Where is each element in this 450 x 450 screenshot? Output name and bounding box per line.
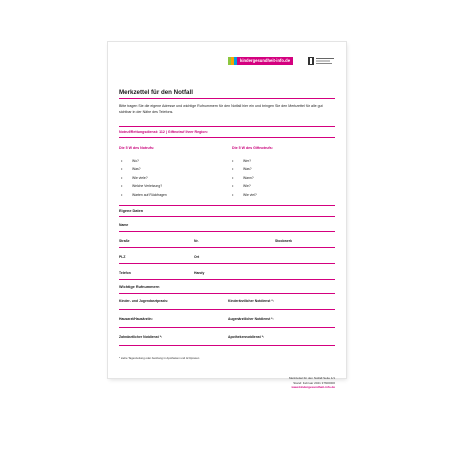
nr-label: Nr. — [194, 239, 199, 243]
footer-line-1: Merkzettel für den Notfall Seite 1/1 — [288, 376, 335, 380]
hausarzt-label: Hausarzt/Hausärztin: — [119, 317, 153, 321]
strasse-label: Straße — [119, 239, 130, 243]
telefon-label: Telefon — [119, 271, 131, 275]
divider — [119, 293, 335, 294]
divider — [119, 137, 335, 138]
field-line — [119, 263, 335, 264]
field-line — [119, 327, 335, 328]
footnote: * siehe Tageszeitung oder Aushang in Apotheken und Arztpraxen — [119, 356, 200, 360]
list-item: • Was? — [232, 165, 257, 173]
rufnummern-title: Wichtige Rufnummern — [119, 285, 160, 289]
notruf-heading: Die 5 W des Notrufs: — [119, 146, 155, 150]
giftnotruf-heading: Die 5 W des Giftnotrufs: — [232, 146, 273, 150]
intro-text: Bitte tragen Sie die eigene Adresse und wichtige Rufnummern für den Notfall hier ein und bringen Sie den Merkzettel für alle gut sichtbar in der Nähe des Telefons. — [119, 104, 323, 114]
divider — [119, 205, 335, 206]
divider — [119, 216, 335, 217]
logo-color-bars — [228, 57, 237, 65]
augenarzt-label: Augenärztlicher Notdienst *: — [228, 317, 274, 321]
federal-eagle-seal-icon — [308, 56, 336, 66]
list-item: • Wo? — [121, 157, 167, 165]
kinderaerztlicher-notdienst-label: Kinderärztlicher Notdienst *: — [228, 299, 274, 303]
list-item: • Warten auf Rückfragen — [121, 191, 167, 199]
brand-logo — [228, 57, 293, 65]
document-page — [108, 42, 346, 390]
logo-text: kindergesundheit-info.de — [237, 57, 293, 65]
list-item: • Wann? — [232, 174, 257, 182]
list-item: • Wer? — [232, 157, 257, 165]
handy-label: Handy — [194, 271, 205, 275]
apotheke-label: Apothekennotdienst *: — [228, 335, 265, 339]
page-footer — [289, 376, 335, 390]
field-line — [119, 309, 335, 310]
title-divider — [119, 98, 335, 99]
ort-label: Ort — [194, 255, 200, 259]
field-line — [119, 247, 335, 248]
emergency-numbers: Notruf/Rettungsdienst: 112 | Giftnotruf Ihrer Region: — [119, 130, 208, 134]
zahnarzt-label: Zahnärztlicher Notdienst *: — [119, 335, 163, 339]
name-label: Name — [119, 223, 129, 227]
list-item: • Wie viele? — [121, 174, 167, 182]
giftnotruf-list — [232, 157, 257, 199]
eigene-daten-title: Eigene Daten — [119, 209, 144, 213]
field-line — [119, 279, 335, 280]
list-item: • Welche Verletzung? — [121, 182, 167, 190]
footer-url: www.kindergesundheit-info.de — [291, 385, 335, 390]
stockwerk-label: Stockwerk — [275, 239, 292, 243]
page-title: Merkzettel für den Notfall — [119, 89, 193, 96]
divider — [119, 126, 335, 127]
footer-line-2: Stand: Februar 2021 37600000 — [293, 380, 335, 385]
list-item: • Wie? — [232, 182, 257, 190]
field-line — [119, 345, 335, 346]
notruf-list — [121, 157, 167, 199]
field-line — [119, 231, 335, 232]
list-item: • Wie viel? — [232, 191, 257, 199]
kinderarzt-label: Kinder- und Jugendarztpraxis: — [119, 299, 169, 303]
plz-label: PLZ — [119, 255, 126, 259]
list-item: • Was? — [121, 165, 167, 173]
